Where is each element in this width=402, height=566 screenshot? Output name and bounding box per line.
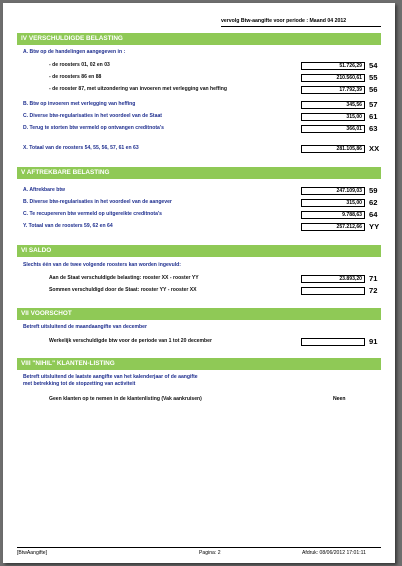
row-71-code: 71 [369, 274, 378, 283]
row-57-label: B. Btw op invoeren met verlegging van heffing [23, 101, 136, 107]
section-iv-a-label: A. Btw op de handelingen aangegeven in : [23, 49, 126, 55]
row-91-label: Werkelijk verschuldigde btw voor de periode van 1 tot 20 december [49, 338, 212, 344]
row-72-value [301, 287, 365, 295]
section-vi-intro: Slechts één van de twee volgende roosters kan worden ingevuld: [23, 262, 181, 268]
row-56-value: 17.792,39 [301, 86, 365, 94]
header-underline [221, 26, 381, 27]
row-72-label: Sommen verschuldigd door de Staat: rooster YY - rooster XX [49, 287, 197, 293]
row-63-label: D. Terug te storten btw vermeld op ontvangen creditnota's [23, 125, 164, 131]
row-91-value [301, 338, 365, 346]
row-yy-value: 257.212,66 [301, 223, 365, 231]
row-64-label: C. Te recupereren btw vermeld op uitgereikte creditnota's [23, 211, 162, 217]
row-63-code: 63 [369, 124, 378, 133]
row-55-value: 210.560,61 [301, 74, 365, 82]
row-54-label: - de roosters 01, 02 en 03 [49, 62, 110, 68]
page-header-title: vervolg Btw-aangifte voor periode : Maand 04 2012 [221, 18, 347, 24]
row-xx-value: 281.105,86 [301, 145, 365, 153]
section-vi-title: VI SALDO [17, 245, 381, 257]
row-59-value: 247.109,03 [301, 187, 365, 195]
footer-page-number: Pagina: 2 [199, 550, 221, 556]
no-clients-value: Neen [333, 396, 346, 402]
row-61-label: C. Diverse btw-regularisaties in het voordeel van de Staat [23, 113, 162, 119]
row-72-code: 72 [369, 286, 378, 295]
no-clients-label: Geen klanten op te nemen in de klantenlisting (Vak aankruisen) [49, 396, 202, 402]
row-54-code: 54 [369, 61, 378, 70]
row-56-label: - de rooster 87, met uitzondering van invoeren met verlegging van heffing [49, 86, 228, 92]
footer-divider [17, 547, 381, 548]
row-yy-label: Y. Totaal van de roosters 59, 62 en 64 [23, 223, 113, 229]
row-61-value: 315,00 [301, 113, 365, 121]
footer-print-date: Afdruk: 08/06/2012 17:01:11 [302, 550, 366, 556]
row-59-code: 59 [369, 186, 378, 195]
row-57-code: 57 [369, 100, 378, 109]
row-71-value: 23.893,20 [301, 275, 365, 283]
row-64-code: 64 [369, 210, 378, 219]
row-yy-code: YY [369, 222, 380, 231]
section-vii-intro: Betreft uitsluitend de maandaangifte van december [23, 324, 147, 330]
row-61-code: 61 [369, 112, 378, 121]
document-page [3, 3, 395, 563]
section-v-title: V AFTREKBARE BELASTING [17, 167, 381, 179]
row-62-value: 315,00 [301, 199, 365, 207]
section-vii-title: VII VOORSCHOT [17, 308, 381, 320]
row-55-label: - de roosters 86 en 88 [49, 74, 102, 80]
row-54-value: 51.726,29 [301, 62, 365, 70]
row-91-code: 91 [369, 337, 378, 346]
row-71-label: Aan de Staat verschuldigde belasting: rooster XX - rooster YY [49, 275, 199, 281]
row-62-label: B. Diverse btw-regularisaties in het voordeel van de aangever [23, 199, 172, 205]
row-57-value: 345,56 [301, 101, 365, 109]
row-xx-label: X. Totaal van de roosters 54, 55, 56, 57, 61 en 63 [23, 145, 139, 151]
row-62-code: 62 [369, 198, 378, 207]
row-56-code: 56 [369, 85, 378, 94]
row-63-value: 366,01 [301, 125, 365, 133]
section-iv-title: IV VERSCHULDIGDE BELASTING [17, 33, 381, 45]
footer-form-name: [BtwAangifte] [17, 550, 48, 556]
row-64-value: 9.788,63 [301, 211, 365, 219]
section-viii-intro-line2: met betrekking tot de stopzetting van activiteit [23, 381, 136, 387]
row-59-label: A. Aftrekbare btw [23, 187, 65, 193]
section-viii-title: VIII "NIHIL" KLANTEN-LISTING [17, 358, 381, 370]
section-viii-intro-line1: Betreft uitsluitend de laatste aangifte van het kalenderjaar of de aangifte [23, 374, 198, 380]
row-xx-code: XX [369, 144, 380, 153]
row-55-code: 55 [369, 73, 378, 82]
